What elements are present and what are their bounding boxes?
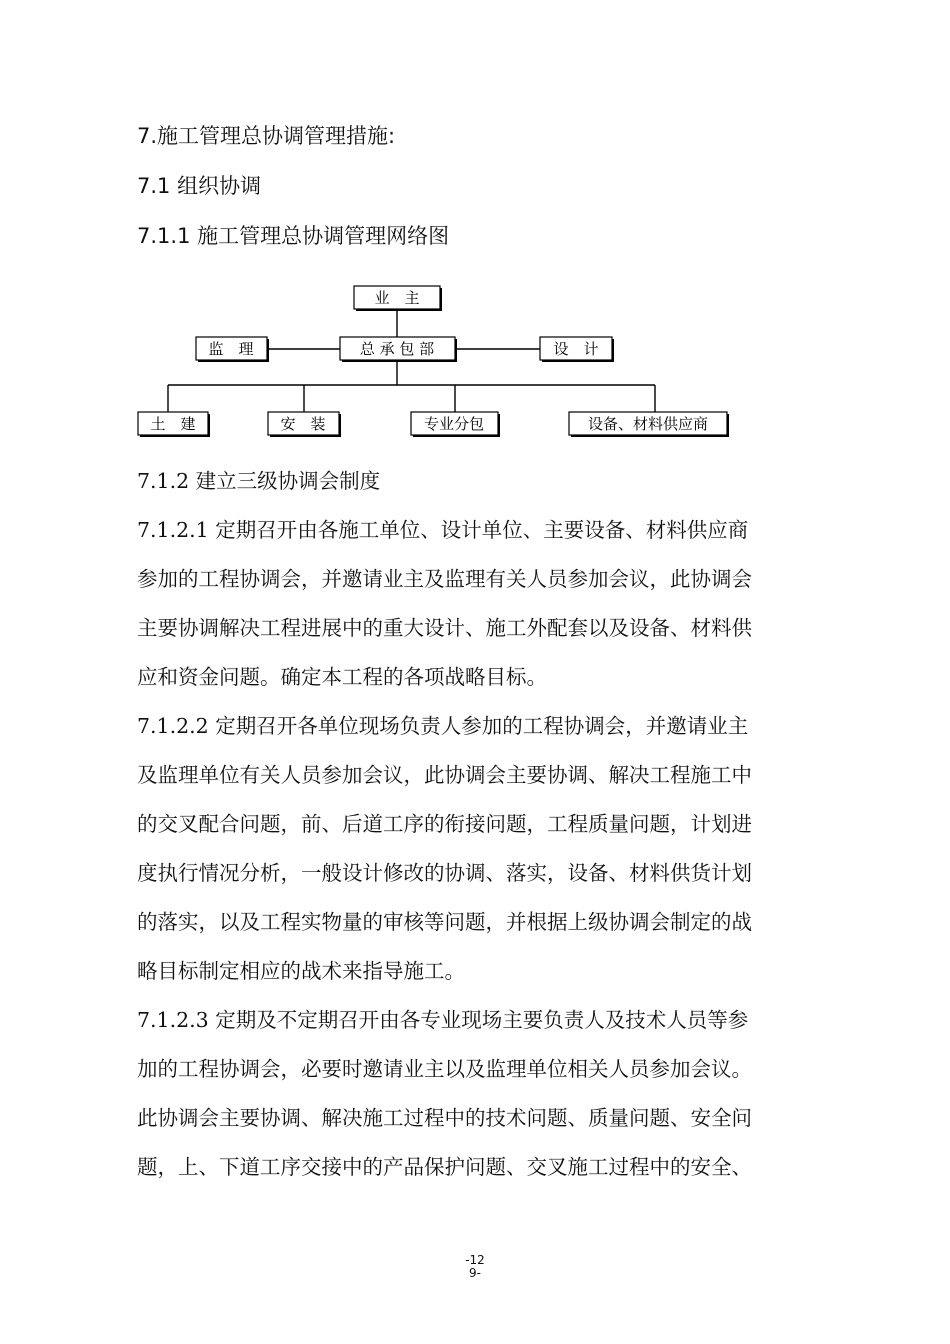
org-box-installation-label: 安 装 xyxy=(280,415,326,433)
paragraph-line: 度执行情况分析，一般设计修改的协调、落实，设备、材料供货计划 xyxy=(137,861,752,885)
section-7-1-2-heading: 7.1.2 建立三级协调会制度 xyxy=(137,469,381,493)
heading-7-1-1: 7.1.1 施工管理总协调管理网络图 xyxy=(137,224,450,248)
paragraph-line: 及监理单位有关人员参加会议，此协调会主要协调、解决工程施工中 xyxy=(137,763,752,787)
paragraph-line: 参加的工程协调会，并邀请业主及监理有关人员参加会议，此协调会 xyxy=(137,567,752,591)
paragraph-line: 7.1.2.1 定期召开由各施工单位、设计单位、主要设备、材料供应商 xyxy=(137,518,749,542)
org-box-general-contractor xyxy=(340,337,456,361)
org-box-general-contractor-label: 总 承 包 部 xyxy=(359,340,435,358)
paragraph-line: 略目标制定相应的战术来指导施工。 xyxy=(137,959,465,983)
paragraph-line: 题，上、下道工序交接中的产品保护问题、交叉施工过程中的安全、 xyxy=(137,1155,752,1179)
org-box-owner xyxy=(354,286,441,310)
org-box-owner-label: 业 主 xyxy=(374,289,420,307)
org-box-design-label: 设 计 xyxy=(553,340,599,358)
paragraph-line: 此协调会主要协调、解决施工过程中的技术问题、质量问题、安全问 xyxy=(137,1106,752,1130)
org-box-supervisor-label: 监 理 xyxy=(208,340,254,358)
page-number xyxy=(0,1254,950,1280)
page-number-line-2: 9- xyxy=(469,1266,481,1280)
paragraph-line: 7.1.2.2 定期召开各单位现场负责人参加的工程协调会，并邀请业主 xyxy=(137,714,749,738)
org-box-installation xyxy=(268,412,340,436)
org-box-design xyxy=(540,337,613,361)
heading-7-1: 7.1 组织协调 xyxy=(137,174,262,198)
paragraph-line: 应和资金问题。确定本工程的各项战略目标。 xyxy=(137,665,547,689)
org-box-specialty-subcontract-label: 专业分包 xyxy=(423,415,485,433)
paragraph-line: 加的工程协调会，必要时邀请业主以及监理单位相关人员参加会议。 xyxy=(137,1057,752,1081)
paragraph-line: 的交叉配合问题，前、后道工序的衔接问题，工程质量问题，计划进 xyxy=(137,812,752,836)
org-box-specialty-subcontract xyxy=(411,412,499,436)
org-box-supervisor xyxy=(196,337,268,361)
org-box-civil-label: 土 建 xyxy=(150,415,196,433)
paragraph-line: 主要协调解决工程进展中的重大设计、施工外配套以及设备、材料供 xyxy=(137,616,752,640)
org-chart-diagram xyxy=(130,280,740,442)
body-text xyxy=(137,457,827,1192)
paragraph-line: 7.1.2.3 定期及不定期召开由各专业现场主要负责人及技术人员等参 xyxy=(137,1008,749,1032)
org-box-suppliers xyxy=(569,412,728,436)
org-box-civil xyxy=(138,412,209,436)
paragraph-line: 的落实，以及工程实物量的审核等问题，并根据上级协调会制定的战 xyxy=(137,910,752,934)
org-box-suppliers-label: 设备、材料供应商 xyxy=(587,415,709,433)
heading-7: 7.施工管理总协调管理措施: xyxy=(137,124,396,148)
page-number-line-1: -12 xyxy=(465,1253,485,1267)
